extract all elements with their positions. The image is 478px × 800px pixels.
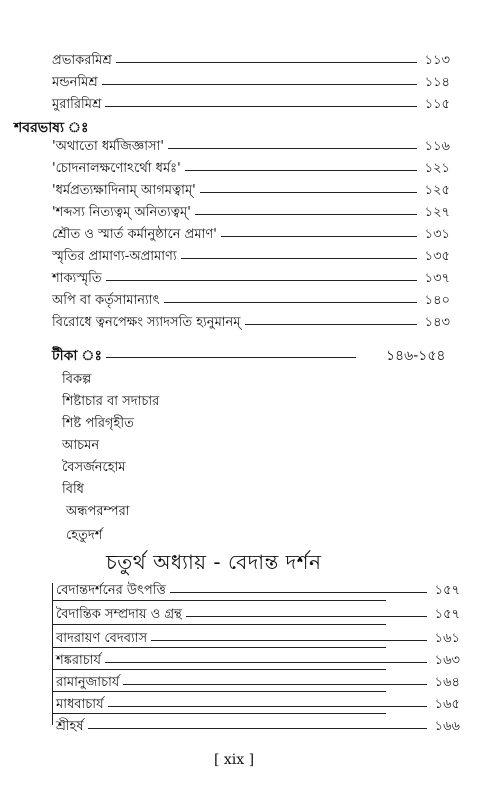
list-item: বৈসর্জনহোম (62, 460, 126, 475)
entry-page: ১৬১ (434, 630, 460, 646)
list-item: বিকল্প (62, 372, 92, 387)
entry-page: ১৪০ (424, 292, 450, 308)
entry-page: ১৩১ (424, 226, 450, 242)
entry-label: মন্ডনমিশ্র (52, 74, 98, 90)
entry-page: ১৪৩ (424, 314, 450, 330)
entry-label: মুরারিমিশ্র (52, 96, 102, 112)
dot-leader (221, 236, 417, 237)
dot-leader (106, 280, 417, 281)
entry-label: বৈদান্তিক সম্প্রদায় ও গ্রন্থ (56, 606, 182, 622)
entry-label: অপি বা কর্তৃসামান্যাৎ (52, 292, 160, 308)
toc-entry (52, 50, 450, 72)
dot-leader (88, 728, 427, 729)
entry-label: বিরোধে ত্বনপেক্ষং স্যাদসতি হ্যনুমানম্ (52, 314, 241, 330)
entry-label: স্মৃতির প্রামাণ্য-অপ্রামাণ্য (52, 248, 177, 264)
toc-entry (52, 224, 450, 246)
dot-leader (116, 62, 417, 63)
entry-page: ১২৭ (424, 204, 450, 220)
toc-entry (52, 180, 450, 202)
dot-leader (245, 324, 417, 325)
section-heading-tika: টীকা ঃ (52, 348, 102, 364)
divider (52, 713, 386, 714)
list-item: শিষ্ট পরিগৃহীত (62, 416, 134, 431)
entry-page: ১১৬ (424, 138, 450, 154)
entry-label: শঙ্করাচার্য (56, 652, 102, 668)
entry-label: 'অথাতো ধর্মজিজ্ঞাসা' (52, 138, 164, 154)
toc-entry (52, 268, 450, 290)
entry-page: ১৩৫ (424, 248, 450, 264)
toc-entry (52, 312, 450, 334)
entry-page: ১১৪ (424, 74, 450, 90)
toc-entry (52, 158, 450, 180)
section-heading-shabara: শবরভাষ্য ঃ (14, 120, 89, 136)
toc-entry (56, 604, 460, 626)
divider (52, 624, 386, 625)
entry-label: মাধবাচার্য (56, 696, 104, 712)
entry-label: 'চোদনালক্ষণোঽর্থো ধর্মঃ' (52, 160, 181, 176)
toc-entry (52, 202, 450, 224)
dot-leader (151, 640, 427, 641)
entry-page: ১৬৩ (434, 652, 460, 668)
entry-label: শ্রৌত ও স্মার্ত কর্মানুষ্ঠানে প্রমাণ' (52, 226, 217, 242)
toc-entry (52, 290, 450, 312)
toc-entry (52, 72, 450, 94)
entry-page: ১৬৪ (434, 674, 460, 690)
divider (52, 600, 386, 601)
dot-leader (181, 258, 417, 259)
dot-leader (168, 148, 417, 149)
entry-page: ১৬৬ (434, 718, 460, 734)
footer-page-number: [ xix ] (214, 752, 255, 768)
entry-page: ১৬৫ (434, 696, 460, 712)
list-item: আচমন (62, 438, 100, 453)
divider (52, 691, 386, 692)
dot-leader (108, 706, 427, 707)
entry-label: বেদান্তদর্শনের উৎপত্তি (56, 582, 166, 598)
list-item: শিষ্টাচার বা সদাচার (62, 394, 160, 409)
toc-entry (52, 136, 450, 158)
dot-leader (185, 170, 417, 171)
toc-entry (56, 716, 460, 738)
dot-leader (106, 357, 356, 358)
divider (52, 669, 386, 670)
dot-leader (102, 84, 417, 85)
dot-leader (123, 684, 426, 685)
entry-label: শ্রীহর্ষ (56, 718, 84, 734)
entry-page: ১১৫ (424, 96, 450, 112)
entry-label: রামানুজাচার্য (56, 674, 120, 690)
dot-leader (200, 192, 417, 193)
entry-label: প্রভাকরমিশ্র (52, 52, 112, 68)
dot-leader (105, 106, 416, 107)
entry-label: 'শব্দস্য নিত্যত্বম্ অনিত্যত্বম্' (52, 204, 191, 220)
list-item: হেতুদর্শ (66, 528, 103, 543)
dot-leader (164, 302, 417, 303)
entry-label: 'ধর্মপ্রত্যক্ষাদিনাম্ আগমত্বাম্' (52, 182, 196, 198)
dot-leader (195, 214, 417, 215)
entry-page: ১২১ (424, 160, 450, 176)
dot-leader (105, 662, 427, 663)
list-item: বিধি (62, 482, 84, 497)
entry-page: ১৫৭ (434, 606, 460, 622)
toc-entry (52, 246, 450, 268)
entry-page: ১৪৬-১৫৪ (385, 348, 446, 364)
dot-leader (186, 616, 427, 617)
entry-label: বাদরায়ণ বেদব্যাস (56, 630, 148, 646)
list-item: অন্ধপরম্পরা (66, 504, 130, 519)
dot-leader (170, 592, 427, 593)
entry-label: শাক্যস্মৃতি (52, 270, 102, 286)
chapter-title: চতুর্থ অধ্যায় - বেদান্ত দর্শন (106, 550, 322, 574)
entry-page: ১৩৭ (424, 270, 450, 286)
entry-page: ১২৫ (424, 182, 450, 198)
toc-entry-tika (52, 345, 462, 367)
entry-page: ১১৩ (424, 52, 450, 68)
toc-entry (56, 580, 460, 602)
entry-page: ১৫৭ (434, 582, 460, 598)
toc-entry (52, 94, 450, 116)
divider (52, 647, 386, 648)
